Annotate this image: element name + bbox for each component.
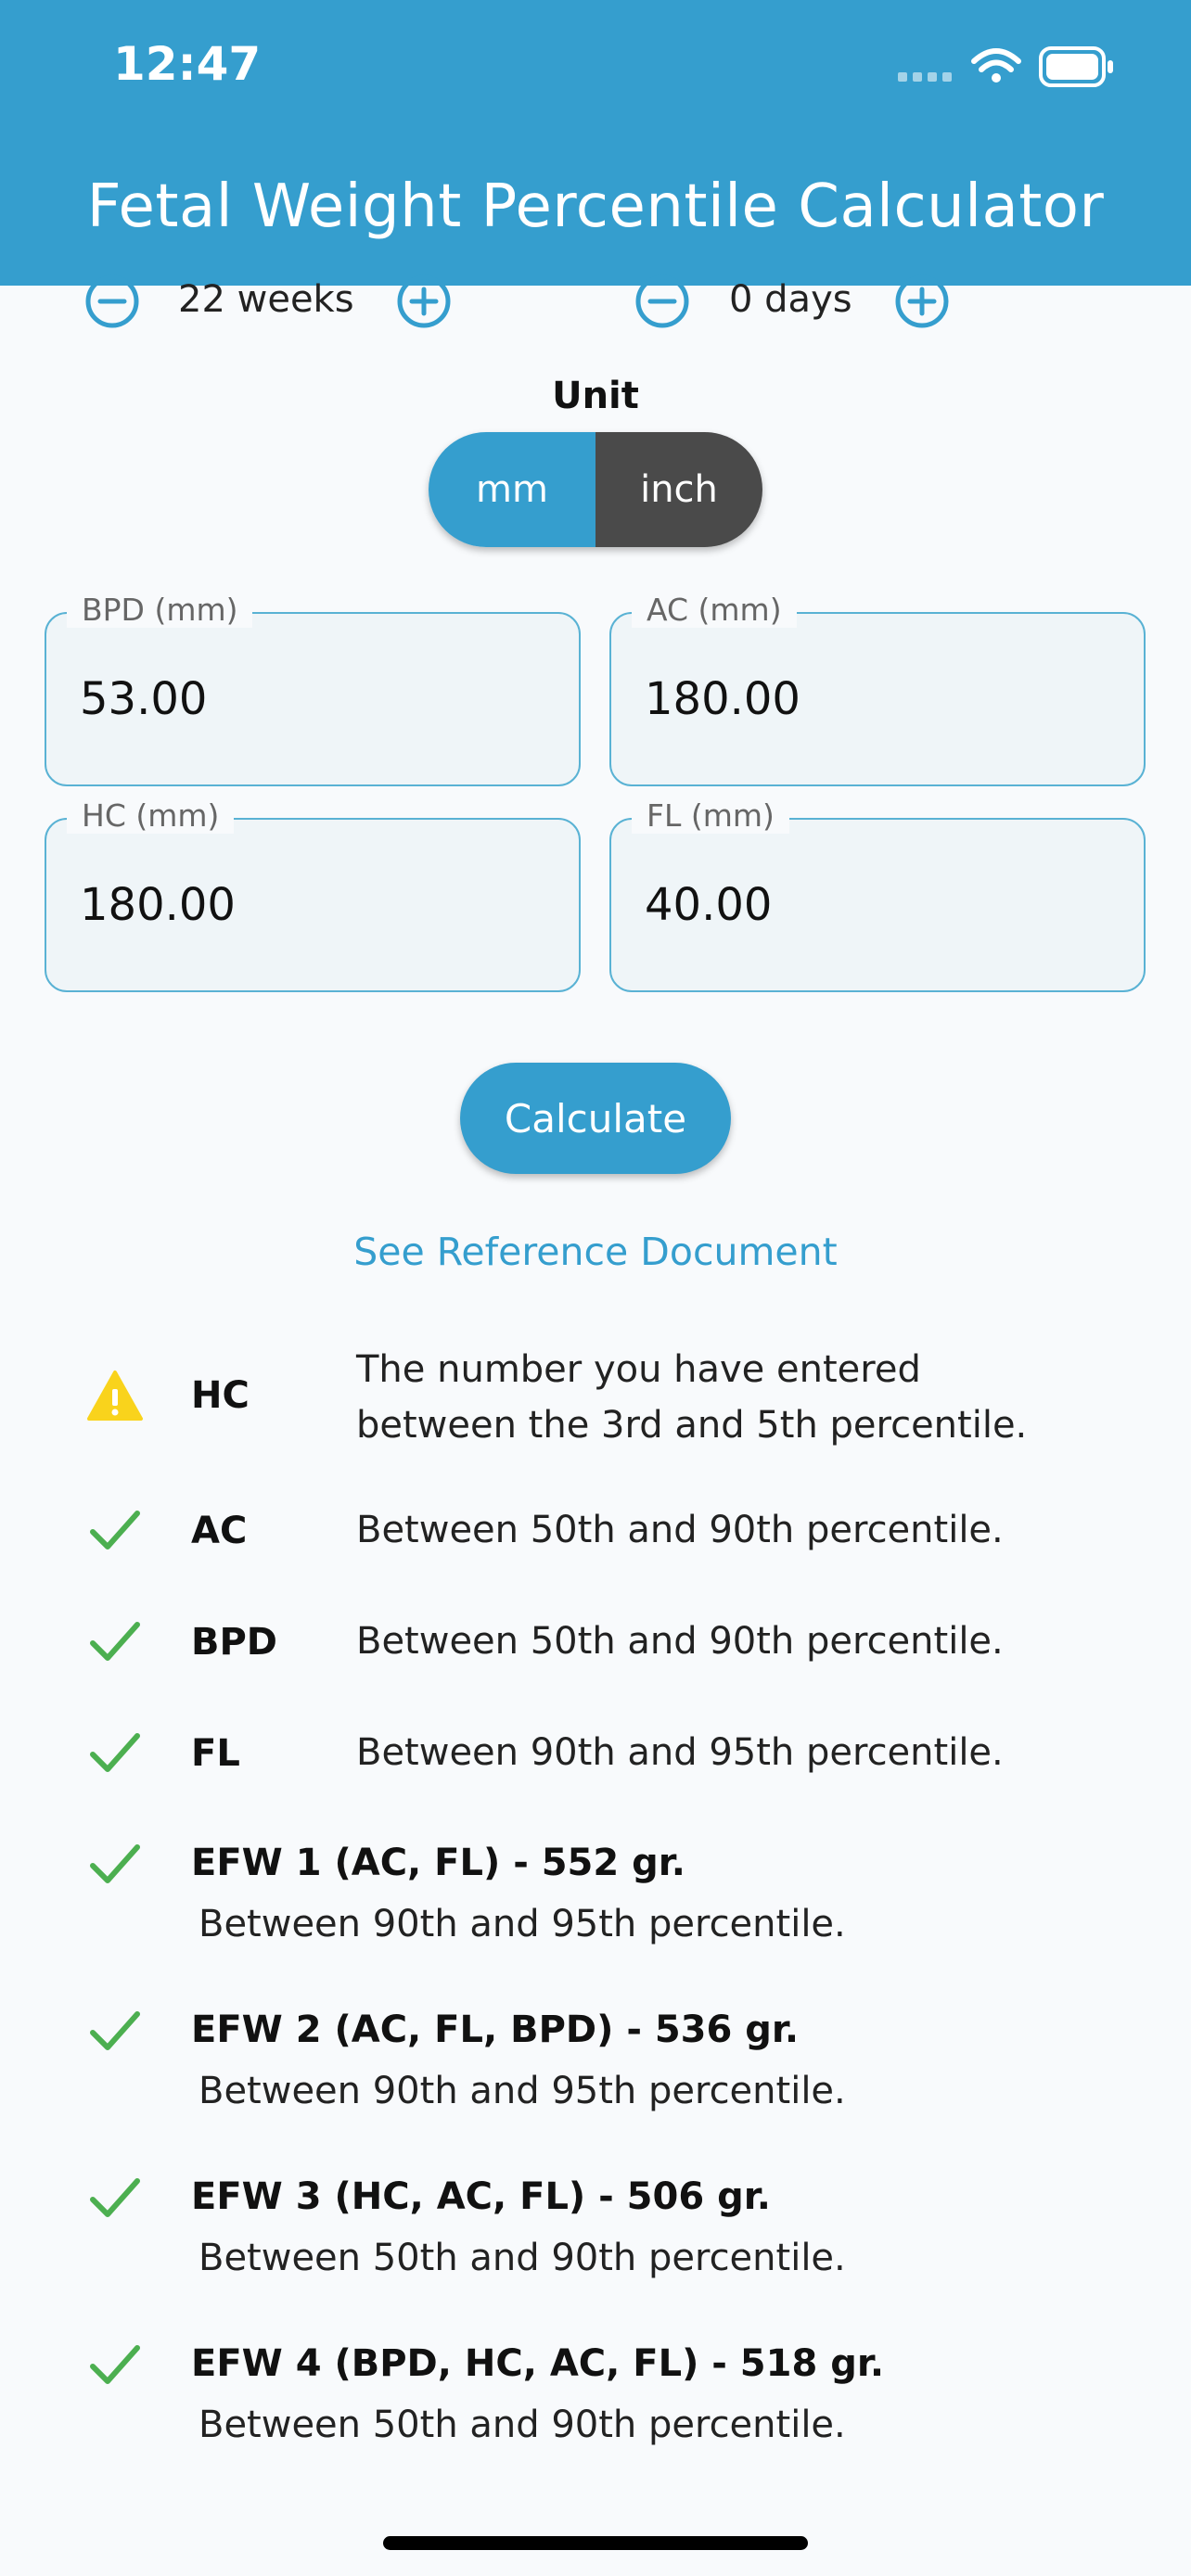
- efw-2-title: EFW 2 (AC, FL, BPD) - 536 gr.: [191, 2009, 800, 2051]
- check-icon: [85, 2335, 145, 2394]
- bpd-field-value[interactable]: 53.00: [80, 673, 208, 725]
- battery-icon: [1041, 48, 1113, 85]
- result-desc-ac: Between 50th and 90th percentile.: [356, 1509, 1004, 1551]
- status-time: 12:47: [113, 37, 262, 91]
- weeks-value: 22 weeks: [178, 278, 354, 321]
- bpd-field[interactable]: [45, 592, 581, 786]
- weeks-plus-icon[interactable]: [395, 273, 453, 330]
- efw-1-desc: Between 90th and 95th percentile.: [198, 1903, 846, 1945]
- check-icon: [85, 1834, 145, 1894]
- check-icon: [85, 1612, 145, 1671]
- efw-4-desc: Between 50th and 90th percentile.: [198, 2404, 846, 2446]
- ac-field-label: AC (mm): [632, 592, 797, 628]
- calculate-button[interactable]: Calculate: [460, 1063, 731, 1174]
- days-plus-icon[interactable]: [893, 273, 951, 330]
- efw-1-title: EFW 1 (AC, FL) - 552 gr.: [191, 1842, 685, 1884]
- efw-4-title: EFW 4 (BPD, HC, AC, FL) - 518 gr.: [191, 2342, 885, 2385]
- check-icon: [85, 1500, 145, 1560]
- efw-3-desc: Between 50th and 90th percentile.: [198, 2237, 846, 2279]
- unit-option-inch[interactable]: inch: [596, 432, 762, 547]
- bpd-field-label: BPD (mm): [67, 592, 252, 628]
- check-icon: [85, 1723, 145, 1782]
- home-indicator[interactable]: [383, 2536, 808, 2550]
- result-label-fl: FL: [191, 1732, 240, 1775]
- efw-2-desc: Between 90th and 95th percentile.: [198, 2070, 846, 2112]
- days-minus-icon[interactable]: [634, 273, 691, 330]
- efw-3-title: EFW 3 (HC, AC, FL) - 506 gr.: [191, 2175, 771, 2218]
- status-icons: [898, 43, 1121, 95]
- app-header: [0, 0, 1191, 286]
- result-label-ac: AC: [191, 1510, 248, 1552]
- hc-field-value[interactable]: 180.00: [80, 879, 236, 931]
- fl-field-value[interactable]: 40.00: [645, 879, 773, 931]
- ac-field-value[interactable]: 180.00: [645, 673, 800, 725]
- ac-field[interactable]: [609, 592, 1146, 786]
- wifi-icon: [974, 51, 1018, 83]
- days-value: 0 days: [729, 278, 852, 321]
- result-desc-bpd: Between 50th and 90th percentile.: [356, 1620, 1004, 1663]
- check-icon: [85, 2001, 145, 2060]
- hc-field-label: HC (mm): [67, 797, 234, 834]
- cellular-signal-icon: [898, 72, 952, 82]
- unit-toggle: [429, 432, 762, 547]
- reference-document-link[interactable]: See Reference Document: [353, 1230, 838, 1274]
- result-desc-hc-line2: between the 3rd and 5th percentile.: [356, 1404, 1028, 1447]
- check-icon: [85, 2168, 145, 2227]
- result-label-hc: HC: [191, 1374, 250, 1417]
- unit-label: Unit: [552, 375, 639, 417]
- page-title: Fetal Weight Percentile Calculator: [86, 172, 1105, 241]
- hc-field[interactable]: [45, 797, 581, 992]
- result-desc-fl: Between 90th and 95th percentile.: [356, 1731, 1004, 1774]
- result-label-bpd: BPD: [191, 1621, 278, 1664]
- fl-field-label: FL (mm): [632, 797, 789, 834]
- result-desc-hc-line1: The number you have entered: [356, 1348, 921, 1391]
- unit-option-mm[interactable]: mm: [429, 432, 596, 547]
- weeks-minus-icon[interactable]: [83, 273, 141, 330]
- fl-field[interactable]: [609, 797, 1146, 992]
- warning-icon: [85, 1367, 145, 1426]
